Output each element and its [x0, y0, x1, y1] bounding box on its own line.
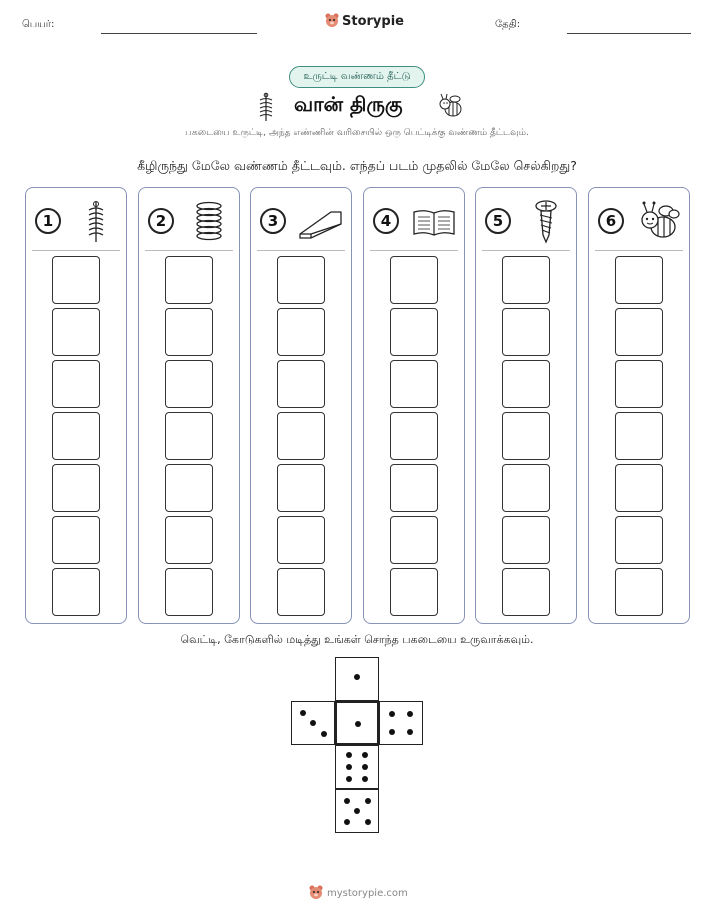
- bee-icon: [635, 198, 683, 244]
- spring-coil-icon: [185, 198, 233, 244]
- color-box[interactable]: [277, 360, 325, 408]
- die-face-top: [335, 657, 379, 701]
- die-pip: [362, 752, 368, 758]
- color-box[interactable]: [165, 308, 213, 356]
- die-face-right: [379, 701, 423, 745]
- column-4: [363, 187, 465, 624]
- die-pip: [344, 819, 350, 825]
- color-box[interactable]: [165, 412, 213, 460]
- color-box[interactable]: [615, 412, 663, 460]
- color-box[interactable]: [390, 412, 438, 460]
- color-box[interactable]: [277, 256, 325, 304]
- die-pip: [344, 798, 350, 804]
- color-box[interactable]: [502, 516, 550, 564]
- color-box[interactable]: [165, 464, 213, 512]
- screw-spring-icon: [72, 198, 120, 244]
- color-box[interactable]: [502, 568, 550, 616]
- column-divider: [482, 250, 570, 251]
- column-3: [250, 187, 352, 624]
- column-divider: [370, 250, 458, 251]
- column-number: 1: [35, 208, 61, 234]
- cut-instruction: வெட்டி, கோடுகளில் மடித்து உங்கள் சொந்த பகடையை உருவாக்கவும்.: [180, 633, 534, 646]
- color-box[interactable]: [615, 516, 663, 564]
- die-pip: [389, 729, 395, 735]
- die-pip: [407, 711, 413, 717]
- die-face-center: [335, 701, 379, 745]
- column-divider: [257, 250, 345, 251]
- color-box[interactable]: [52, 464, 100, 512]
- footer: [309, 885, 408, 901]
- logo-text: Storypie: [342, 13, 404, 29]
- page-title: வான் திருகு: [294, 92, 403, 116]
- color-box[interactable]: [277, 464, 325, 512]
- die-pip: [365, 819, 371, 825]
- color-box[interactable]: [277, 412, 325, 460]
- color-box[interactable]: [390, 568, 438, 616]
- color-box[interactable]: [165, 568, 213, 616]
- die-face-lower: [335, 745, 379, 789]
- color-box[interactable]: [615, 464, 663, 512]
- color-box[interactable]: [390, 360, 438, 408]
- color-box[interactable]: [52, 412, 100, 460]
- color-box[interactable]: [502, 360, 550, 408]
- color-box[interactable]: [52, 308, 100, 356]
- die-pip: [407, 729, 413, 735]
- color-box[interactable]: [615, 256, 663, 304]
- die-pip: [362, 764, 368, 770]
- color-box[interactable]: [277, 308, 325, 356]
- column-5: [475, 187, 577, 624]
- storypie-logo: [325, 13, 404, 29]
- die-pip: [346, 752, 352, 758]
- storypie-bear-icon: [309, 885, 323, 901]
- name-label: பெயர்:: [22, 19, 55, 30]
- bee-icon: [436, 92, 466, 120]
- color-box[interactable]: [165, 360, 213, 408]
- color-box[interactable]: [390, 464, 438, 512]
- die-pip: [355, 721, 361, 727]
- color-box[interactable]: [52, 360, 100, 408]
- column-divider: [145, 250, 233, 251]
- color-box[interactable]: [615, 360, 663, 408]
- color-box[interactable]: [277, 516, 325, 564]
- storypie-bear-icon: [325, 13, 339, 29]
- die-pip: [354, 674, 360, 680]
- color-box[interactable]: [390, 256, 438, 304]
- column-2: [138, 187, 240, 624]
- column-1: [25, 187, 127, 624]
- column-number: 5: [485, 208, 511, 234]
- die-pip: [389, 711, 395, 717]
- column-6: [588, 187, 690, 624]
- screw-spring-icon: [255, 92, 277, 122]
- instruction: கீழிருந்து மேலே வண்ணம் தீட்டவும். எந்தப் படம் முதலில் மேலே செல்கிறது?: [137, 158, 577, 173]
- die-pip: [354, 808, 360, 814]
- color-box[interactable]: [502, 308, 550, 356]
- color-box[interactable]: [390, 308, 438, 356]
- column-divider: [595, 250, 683, 251]
- die-pip: [346, 776, 352, 782]
- die-pip: [310, 720, 316, 726]
- color-box[interactable]: [52, 568, 100, 616]
- color-box[interactable]: [165, 516, 213, 564]
- wedge-icon: [297, 198, 345, 244]
- color-box[interactable]: [502, 412, 550, 460]
- die-pip: [346, 764, 352, 770]
- name-line[interactable]: [101, 33, 257, 34]
- color-box[interactable]: [52, 256, 100, 304]
- column-divider: [32, 250, 120, 251]
- die-pip: [321, 731, 327, 737]
- footer-url[interactable]: mystorypie.com: [327, 887, 408, 899]
- color-box[interactable]: [52, 516, 100, 564]
- die-pip: [365, 798, 371, 804]
- die-face-left: [291, 701, 335, 745]
- color-box[interactable]: [502, 464, 550, 512]
- color-box[interactable]: [615, 308, 663, 356]
- column-number: 4: [373, 208, 399, 234]
- color-box[interactable]: [277, 568, 325, 616]
- activity-pill: உருட்டி வண்ணம் தீட்டு: [289, 66, 425, 88]
- date-line[interactable]: [567, 33, 691, 34]
- date-label: தேதி:: [495, 19, 521, 30]
- die-pip: [362, 776, 368, 782]
- column-number: 3: [260, 208, 286, 234]
- column-number: 2: [148, 208, 174, 234]
- die-face-bottom: [335, 789, 379, 833]
- screw-icon: [522, 198, 570, 244]
- column-number: 6: [598, 208, 624, 234]
- subtitle: பகடையை உருட்டி, அந்த எண்ணின் வரிசையில் ஒரு பெட்டிக்கு வண்ணம் தீட்டவும்.: [185, 128, 529, 138]
- die-pip: [300, 710, 306, 716]
- color-box[interactable]: [165, 256, 213, 304]
- color-box[interactable]: [390, 516, 438, 564]
- color-box[interactable]: [502, 256, 550, 304]
- open-book-icon: [410, 198, 458, 244]
- color-box[interactable]: [615, 568, 663, 616]
